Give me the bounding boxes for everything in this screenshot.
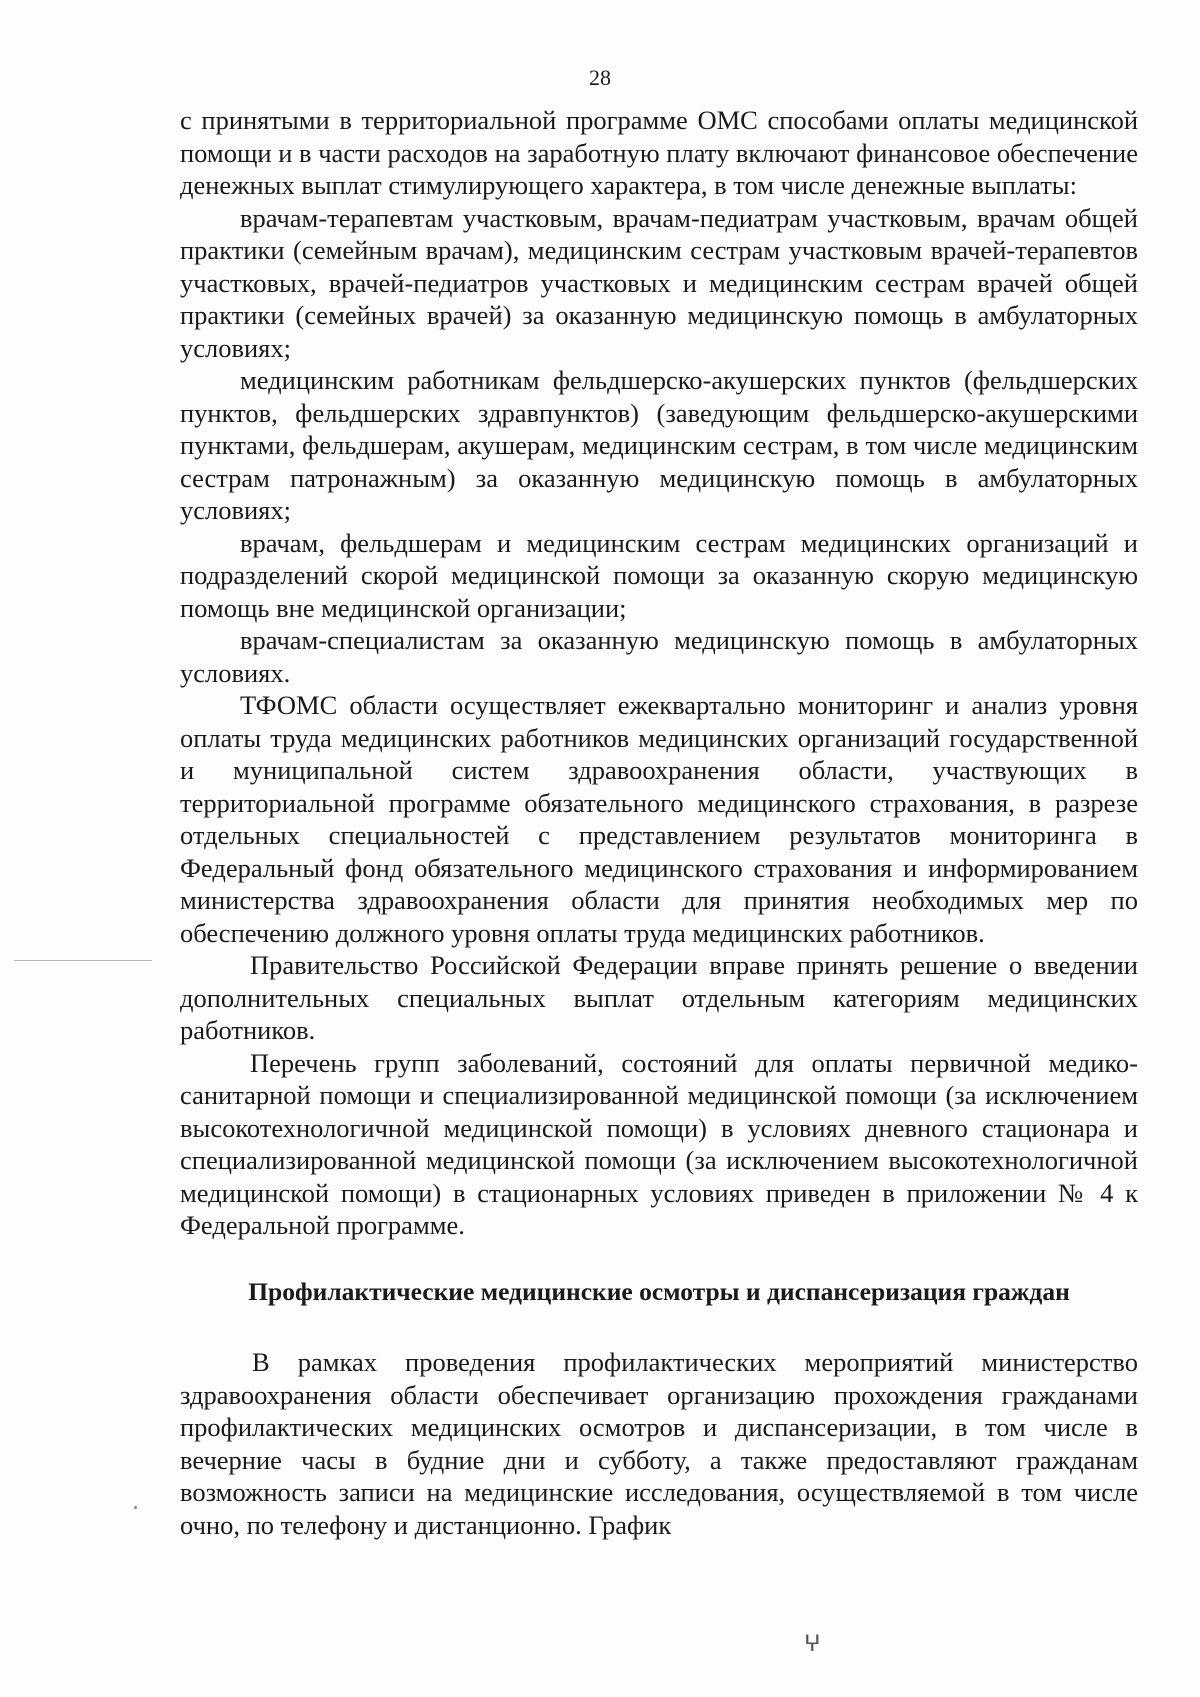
paragraph-list-item: врачам-терапевтам участковым, врачам-педиатрам участковым, врачам общей практики (семейным врачам), медицинским сестрам участковым врачей-терапевтов участковых, врачей-педиатров участковых и медицинским сестрам врачей общей практики (семейных врачей) за оказанную медицинскую помощь в амбулаторных условиях; <box>180 202 1138 363</box>
paragraph: Перечень групп заболеваний, состояний для оплаты первичной медико-санитарной помощи и специализированной медицинской помощи (за исключением высокотехнологичной медицинской помощи) в условиях дневного стационара и специализированной медицинской помощи (за исключением высокотехнологичной медицинской помощи) в стационарных условиях приведен в приложении № 4 к Федеральной программе. <box>180 1047 1138 1240</box>
paragraph-list-item: медицинским работникам фельдшерско-акушерских пунктов (фельдшерских пунктов, фельдшерских здравпунктов) (заведующим фельдшерско-акушерскими пунктами, фельдшерам, акушерам, медицинским сестрам, в том числе медицинским сестрам патронажным) за оказанную медицинскую помощь в амбулаторных условиях; <box>180 365 1138 525</box>
scan-artifact-line <box>14 960 152 961</box>
page-number: 28 <box>589 65 611 90</box>
paragraph: В рамках проведения профилактических мероприятий министерство здравоохранения области обеспечивает организацию прохождения гражданами профилактических медицинских осмотров и диспансеризации, в том числе в вечерние часы в будние дни и субботу, а также предоставляют гражданам возможность записи на медицинские исследования, осуществляемой в том числе очно, по телефону и дистанционно. График <box>180 1347 1138 1540</box>
paragraph: Правительство Российской Федерации вправе принять решение о введении дополнительных специальных выплат отдельным категориям медицинских работников. <box>180 950 1138 1045</box>
scan-artifact-dot <box>134 1506 137 1509</box>
paragraph-continuation: с принятыми в территориальной программе ОМС способами оплаты медицинской помощи и в части расходов на заработную плату включают финансовое обеспечение денежных выплат стимулирующего характера, в том числе денежные выплаты: <box>180 105 1138 200</box>
document-body <box>180 104 1138 1541</box>
scan-artifact-mark: ⵖ <box>804 1632 821 1657</box>
section-heading: Профилактические медицинские осмотры и диспансеризация граждан <box>248 1276 1070 1306</box>
paragraph-list-item: врачам, фельдшерам и медицинским сестрам медицинских организаций и подразделений скорой медицинской помощи за оказанную скорую медицинскую помощь вне медицинской организации; <box>180 527 1138 623</box>
paragraph-list-item: врачам-специалистам за оказанную медицинскую помощь в амбулаторных условиях. <box>180 625 1138 688</box>
paragraph: ТФОМС области осуществляет ежеквартально мониторинг и анализ уровня оплаты труда медицинских работников медицинских организаций государственной и муниципальной систем здравоохранения области, участвующих в территориальной программе обязательного медицинского страхования, в разрезе отдельных специальностей с представлением результатов мониторинга в Федеральный фонд обязательного медицинского страхования и информированием министерства здравоохранения области для принятия необходимых мер по обеспечению должного уровня оплаты труда медицинских работников. <box>180 690 1138 948</box>
